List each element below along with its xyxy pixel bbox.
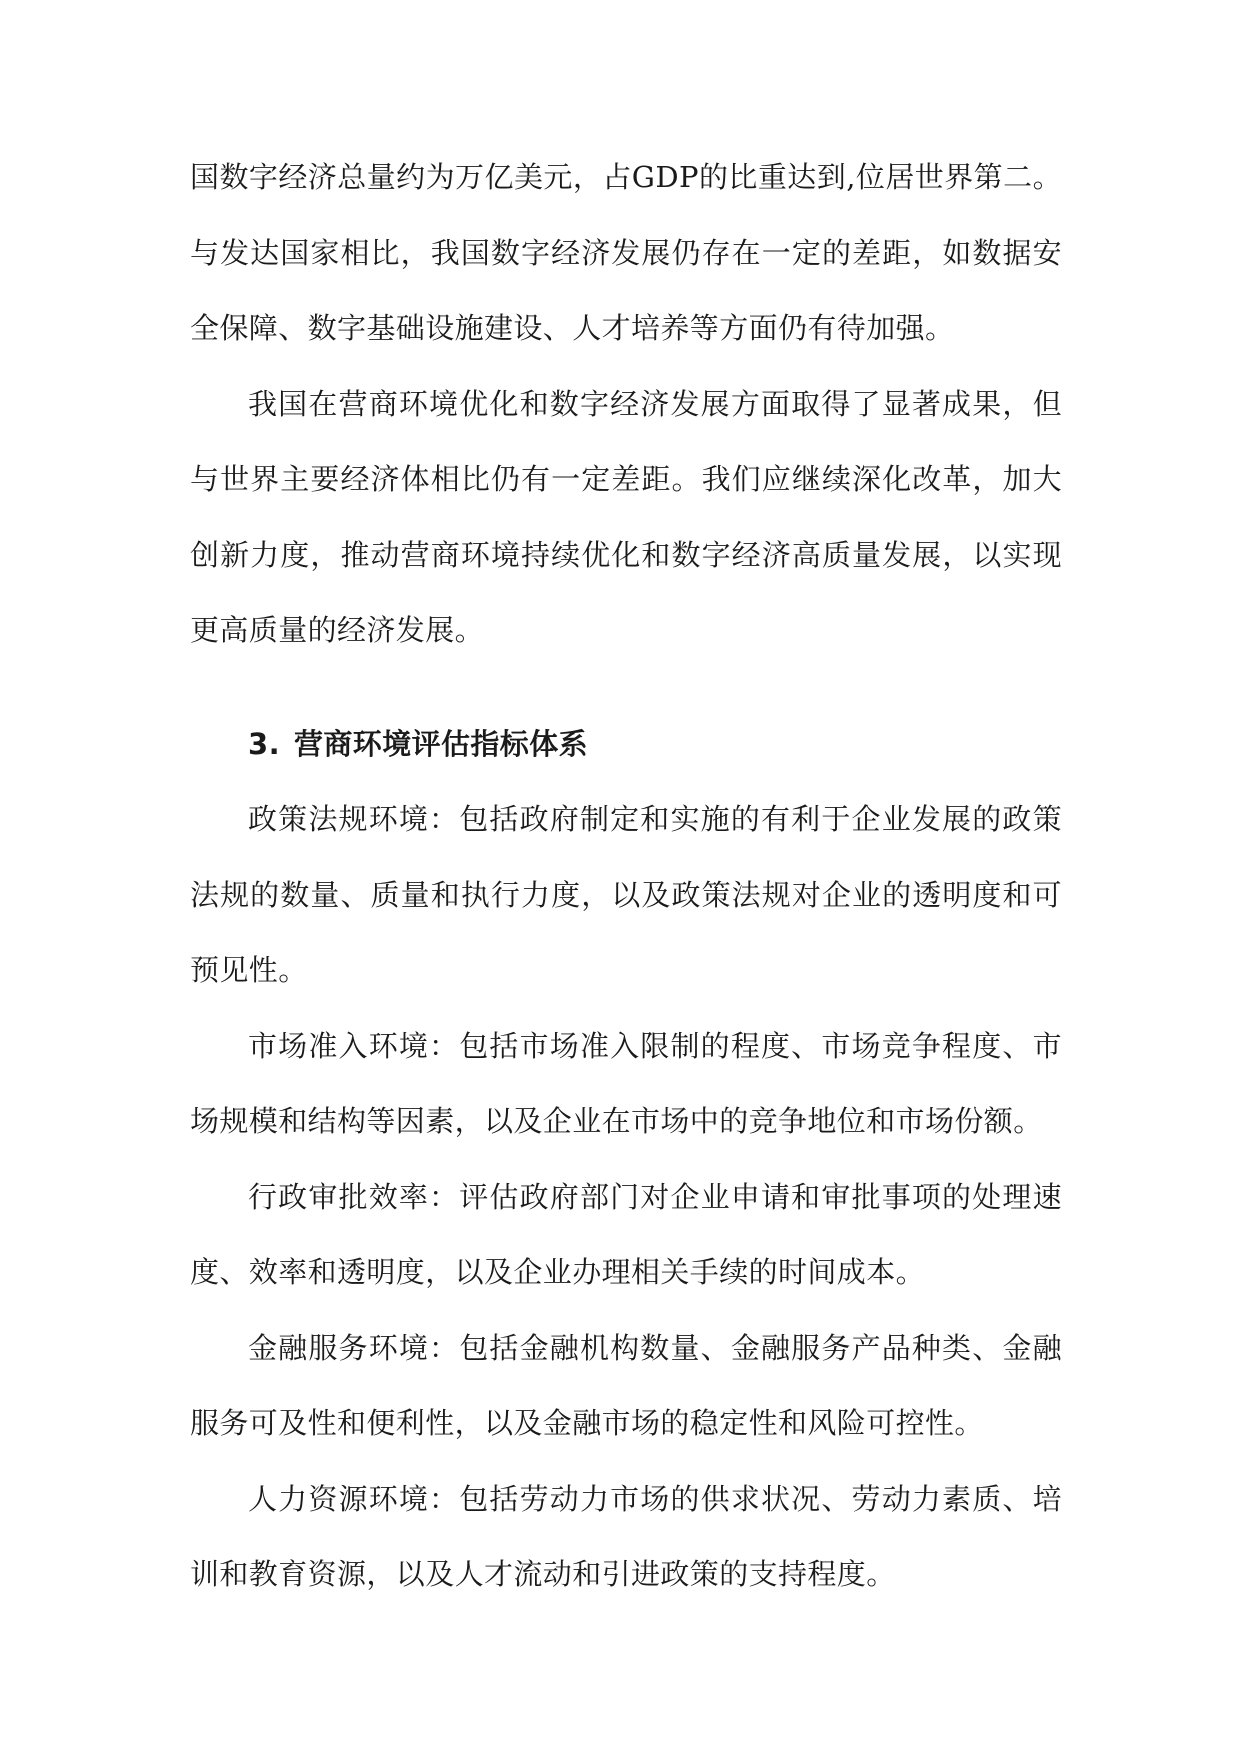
section-spacer bbox=[190, 669, 1062, 707]
paragraph-administrative-efficiency: 行政审批效率：评估政府部门对企业申请和审批事项的处理速度、效率和透明度，以及企业办理相关手续的时间成本。 bbox=[190, 1179, 1062, 1289]
paragraph-market-access: 市场准入环境：包括市场准入限制的程度、市场竞争程度、市场规模和结构等因素，以及企业在市场中的竞争地位和市场份额。 bbox=[190, 1028, 1062, 1138]
section-number: 3. bbox=[248, 726, 280, 761]
paragraph-summary: 我国在营商环境优化和数字经济发展方面取得了显著成果，但与世界主要经济体相比仍有一定差距。我们应继续深化改革，加大创新力度，推动营商环境持续优化和数字经济高质量发展，以实现更高质量的经济发展。 bbox=[190, 386, 1062, 647]
section-title: 营商环境评估指标体系 bbox=[294, 726, 589, 761]
section-heading bbox=[190, 707, 1062, 783]
paragraph-continuation: 国数字经济总量约为万亿美元，占GDP的比重达到,位居世界第二。与发达国家相比，我国数字经济发展仍存在一定的差距，如数据安全保障、数字基础设施建设、人才培养等方面仍有待加强。 bbox=[190, 160, 1062, 345]
paragraph-human-resources: 人力资源环境：包括劳动力市场的供求状况、劳动力素质、培训和教育资源，以及人才流动和引进政策的支持程度。 bbox=[190, 1481, 1062, 1591]
paragraph-financial-services: 金融服务环境：包括金融机构数量、金融服务产品种类、金融服务可及性和便利性，以及金融市场的稳定性和风险可控性。 bbox=[190, 1330, 1062, 1440]
document-page bbox=[190, 140, 1062, 1613]
paragraph-policy-environment: 政策法规环境：包括政府制定和实施的有利于企业发展的政策法规的数量、质量和执行力度，以及政策法规对企业的透明度和可预见性。 bbox=[190, 802, 1062, 987]
